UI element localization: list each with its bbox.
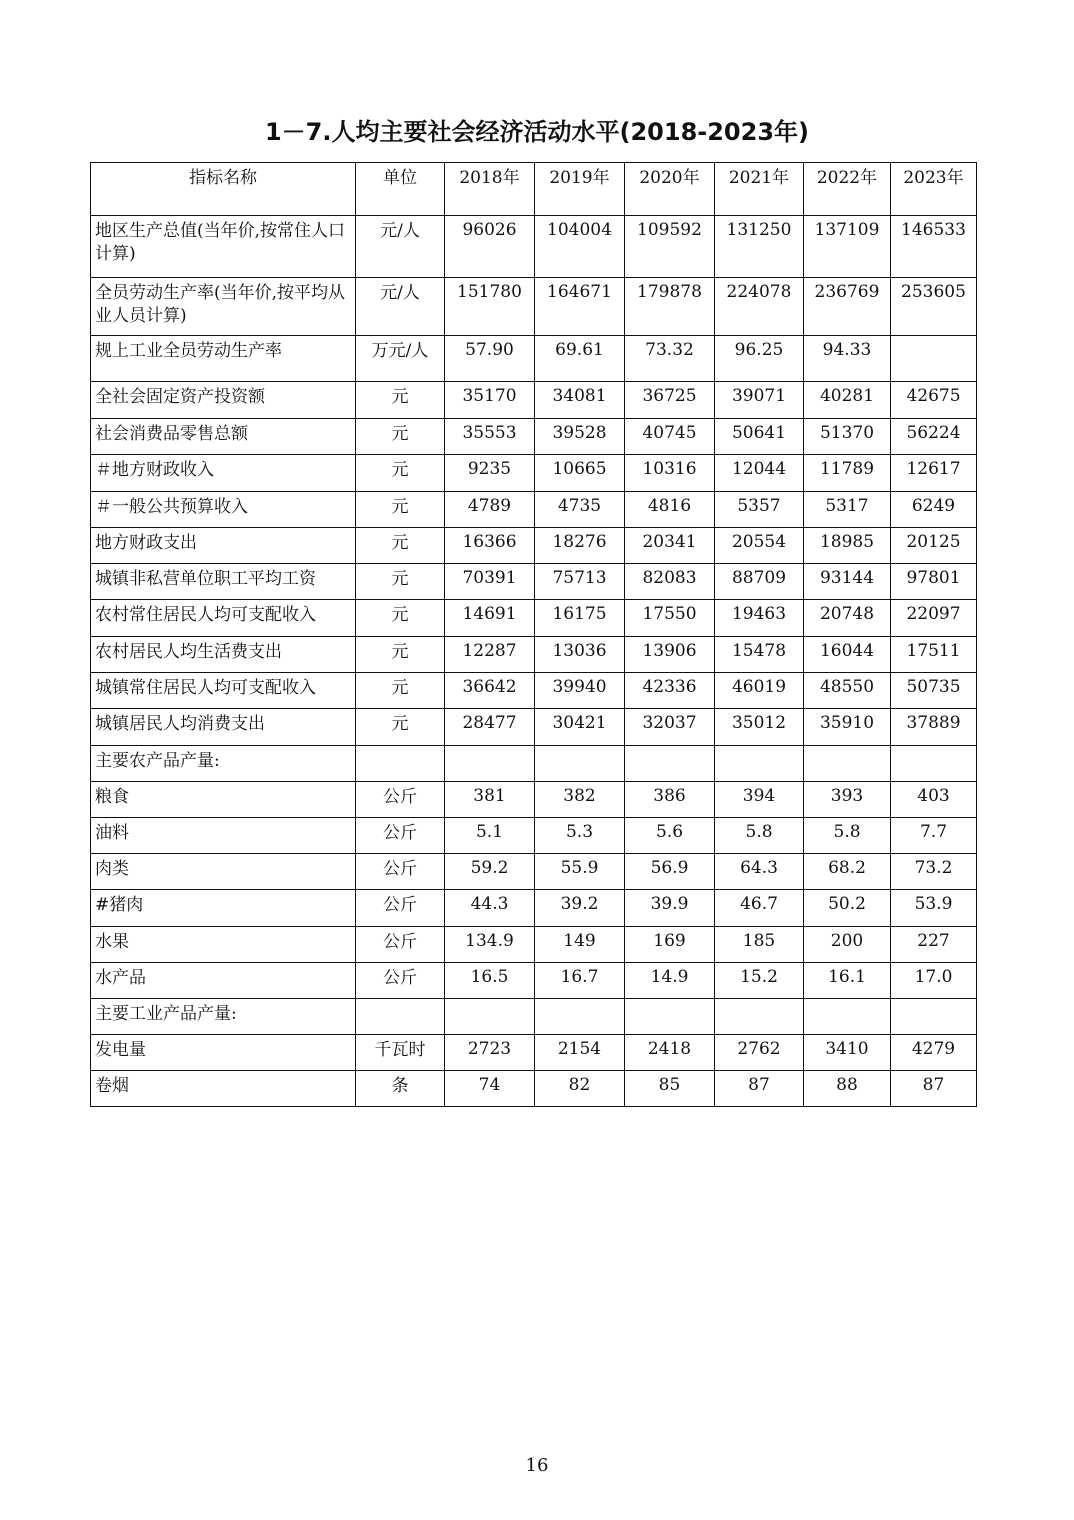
indicator-unit: 元 bbox=[356, 382, 445, 419]
indicator-name: 卷烟 bbox=[91, 1071, 356, 1107]
value-cell: 10316 bbox=[625, 455, 715, 492]
header-year-2020: 2020年 bbox=[625, 163, 715, 216]
value-cell: 5.8 bbox=[804, 818, 891, 854]
value-cell: 48550 bbox=[804, 673, 891, 709]
value-cell: 55.9 bbox=[535, 854, 625, 890]
table-row bbox=[91, 854, 977, 890]
table-row bbox=[91, 673, 977, 709]
indicator-name: 城镇常住居民人均可支配收入 bbox=[91, 673, 356, 709]
indicator-unit: 元 bbox=[356, 492, 445, 528]
value-cell: 5.3 bbox=[535, 818, 625, 854]
table-row bbox=[91, 216, 977, 278]
value-cell: 13036 bbox=[535, 637, 625, 673]
indicator-unit bbox=[356, 999, 445, 1035]
value-cell: 18985 bbox=[804, 528, 891, 564]
header-indicator-name: 指标名称 bbox=[91, 163, 356, 216]
value-cell: 39.2 bbox=[535, 890, 625, 927]
table-row bbox=[91, 1071, 977, 1107]
value-cell: 64.3 bbox=[715, 854, 804, 890]
indicator-name: 城镇居民人均消费支出 bbox=[91, 709, 356, 746]
value-cell: 14691 bbox=[445, 600, 535, 637]
value-cell: 381 bbox=[445, 782, 535, 818]
indicator-name: ＃一般公共预算收入 bbox=[91, 492, 356, 528]
value-cell: 146533 bbox=[891, 216, 977, 278]
value-cell: 73.2 bbox=[891, 854, 977, 890]
value-cell: 70391 bbox=[445, 564, 535, 600]
indicator-name: 地区生产总值(当年价,按常住人口计算) bbox=[91, 216, 356, 278]
indicator-name: 城镇非私营单位职工平均工资 bbox=[91, 564, 356, 600]
value-cell: 97801 bbox=[891, 564, 977, 600]
table-row bbox=[91, 600, 977, 637]
value-cell: 16366 bbox=[445, 528, 535, 564]
table-row bbox=[91, 528, 977, 564]
value-cell: 35553 bbox=[445, 419, 535, 455]
indicator-name: 全员劳动生产率(当年价,按平均从业人员计算) bbox=[91, 278, 356, 336]
table-row bbox=[91, 455, 977, 492]
value-cell: 20554 bbox=[715, 528, 804, 564]
value-cell: 46019 bbox=[715, 673, 804, 709]
value-cell: 137109 bbox=[804, 216, 891, 278]
value-cell: 12287 bbox=[445, 637, 535, 673]
table-row bbox=[91, 927, 977, 963]
value-cell: 68.2 bbox=[804, 854, 891, 890]
table-row bbox=[91, 818, 977, 854]
value-cell: 5317 bbox=[804, 492, 891, 528]
value-cell: 93144 bbox=[804, 564, 891, 600]
value-cell: 50735 bbox=[891, 673, 977, 709]
value-cell: 50641 bbox=[715, 419, 804, 455]
value-cell: 39940 bbox=[535, 673, 625, 709]
indicator-unit: 公斤 bbox=[356, 854, 445, 890]
table-row bbox=[91, 890, 977, 927]
value-cell: 169 bbox=[625, 927, 715, 963]
value-cell: 5.1 bbox=[445, 818, 535, 854]
value-cell: 18276 bbox=[535, 528, 625, 564]
value-cell: 87 bbox=[891, 1071, 977, 1107]
indicator-name: 粮食 bbox=[91, 782, 356, 818]
value-cell: 40281 bbox=[804, 382, 891, 419]
value-cell: 96026 bbox=[445, 216, 535, 278]
indicator-unit: 公斤 bbox=[356, 927, 445, 963]
value-cell: 96.25 bbox=[715, 336, 804, 382]
value-cell: 10665 bbox=[535, 455, 625, 492]
indicator-name: 水果 bbox=[91, 927, 356, 963]
indicator-unit: 千瓦时 bbox=[356, 1035, 445, 1071]
value-cell bbox=[891, 999, 977, 1035]
header-unit: 单位 bbox=[356, 163, 445, 216]
value-cell: 151780 bbox=[445, 278, 535, 336]
value-cell: 20748 bbox=[804, 600, 891, 637]
value-cell: 40745 bbox=[625, 419, 715, 455]
value-cell: 5.6 bbox=[625, 818, 715, 854]
indicator-unit: 万元/人 bbox=[356, 336, 445, 382]
table-row bbox=[91, 709, 977, 746]
value-cell: 164671 bbox=[535, 278, 625, 336]
value-cell: 44.3 bbox=[445, 890, 535, 927]
value-cell: 75713 bbox=[535, 564, 625, 600]
indicator-name: 主要工业产品产量: bbox=[91, 999, 356, 1035]
table-row bbox=[91, 746, 977, 782]
value-cell: 20341 bbox=[625, 528, 715, 564]
table-row bbox=[91, 419, 977, 455]
value-cell: 85 bbox=[625, 1071, 715, 1107]
page-title: 1－7.人均主要社会经济活动水平(2018-2023年) bbox=[264, 118, 809, 146]
value-cell: 6249 bbox=[891, 492, 977, 528]
value-cell: 36642 bbox=[445, 673, 535, 709]
value-cell: 17550 bbox=[625, 600, 715, 637]
indicator-unit: 元 bbox=[356, 455, 445, 492]
value-cell: 17.0 bbox=[891, 963, 977, 999]
value-cell: 94.33 bbox=[804, 336, 891, 382]
header-year-2023: 2023年 bbox=[891, 163, 977, 216]
value-cell: 149 bbox=[535, 927, 625, 963]
value-cell: 88 bbox=[804, 1071, 891, 1107]
value-cell bbox=[445, 999, 535, 1035]
value-cell: 3410 bbox=[804, 1035, 891, 1071]
header-year-2021: 2021年 bbox=[715, 163, 804, 216]
value-cell: 393 bbox=[804, 782, 891, 818]
value-cell: 17511 bbox=[891, 637, 977, 673]
indicator-unit: 元/人 bbox=[356, 278, 445, 336]
value-cell: 2762 bbox=[715, 1035, 804, 1071]
indicator-name: 发电量 bbox=[91, 1035, 356, 1071]
value-cell bbox=[891, 746, 977, 782]
value-cell: 87 bbox=[715, 1071, 804, 1107]
value-cell: 35012 bbox=[715, 709, 804, 746]
value-cell: 134.9 bbox=[445, 927, 535, 963]
indicator-unit: 元 bbox=[356, 528, 445, 564]
indicator-name: 主要农产品产量: bbox=[91, 746, 356, 782]
value-cell: 394 bbox=[715, 782, 804, 818]
indicator-unit: 元 bbox=[356, 709, 445, 746]
value-cell: 39.9 bbox=[625, 890, 715, 927]
indicator-unit: 元 bbox=[356, 564, 445, 600]
indicator-name: 农村常住居民人均可支配收入 bbox=[91, 600, 356, 637]
value-cell bbox=[715, 746, 804, 782]
value-cell: 51370 bbox=[804, 419, 891, 455]
table-row bbox=[91, 492, 977, 528]
value-cell: 2723 bbox=[445, 1035, 535, 1071]
value-cell: 227 bbox=[891, 927, 977, 963]
value-cell: 73.32 bbox=[625, 336, 715, 382]
header-year-2018: 2018年 bbox=[445, 163, 535, 216]
value-cell: 200 bbox=[804, 927, 891, 963]
value-cell: 4789 bbox=[445, 492, 535, 528]
table-row bbox=[91, 336, 977, 382]
value-cell: 16044 bbox=[804, 637, 891, 673]
indicator-unit: 公斤 bbox=[356, 782, 445, 818]
value-cell: 82083 bbox=[625, 564, 715, 600]
value-cell: 28477 bbox=[445, 709, 535, 746]
value-cell: 236769 bbox=[804, 278, 891, 336]
value-cell bbox=[891, 336, 977, 382]
value-cell: 7.7 bbox=[891, 818, 977, 854]
value-cell: 34081 bbox=[535, 382, 625, 419]
value-cell: 11789 bbox=[804, 455, 891, 492]
value-cell: 12044 bbox=[715, 455, 804, 492]
value-cell: 37889 bbox=[891, 709, 977, 746]
indicator-unit: 元 bbox=[356, 637, 445, 673]
indicator-table bbox=[90, 162, 977, 1107]
value-cell: 403 bbox=[891, 782, 977, 818]
value-cell: 2154 bbox=[535, 1035, 625, 1071]
value-cell bbox=[445, 746, 535, 782]
value-cell: 42675 bbox=[891, 382, 977, 419]
indicator-unit: 公斤 bbox=[356, 890, 445, 927]
value-cell bbox=[804, 746, 891, 782]
value-cell: 15.2 bbox=[715, 963, 804, 999]
value-cell: 16.5 bbox=[445, 963, 535, 999]
value-cell: 109592 bbox=[625, 216, 715, 278]
value-cell bbox=[715, 999, 804, 1035]
table-row bbox=[91, 963, 977, 999]
value-cell: 30421 bbox=[535, 709, 625, 746]
value-cell: 224078 bbox=[715, 278, 804, 336]
header-year-2019: 2019年 bbox=[535, 163, 625, 216]
indicator-unit: 元 bbox=[356, 600, 445, 637]
value-cell: 179878 bbox=[625, 278, 715, 336]
value-cell: 39528 bbox=[535, 419, 625, 455]
table-row bbox=[91, 782, 977, 818]
value-cell: 59.2 bbox=[445, 854, 535, 890]
header-row bbox=[91, 163, 977, 216]
value-cell: 82 bbox=[535, 1071, 625, 1107]
value-cell bbox=[535, 746, 625, 782]
indicator-name: 规上工业全员劳动生产率 bbox=[91, 336, 356, 382]
value-cell: 9235 bbox=[445, 455, 535, 492]
value-cell: 16.7 bbox=[535, 963, 625, 999]
table-row bbox=[91, 382, 977, 419]
value-cell: 36725 bbox=[625, 382, 715, 419]
value-cell bbox=[804, 999, 891, 1035]
indicator-name: 油料 bbox=[91, 818, 356, 854]
page-number: 16 bbox=[525, 1455, 549, 1476]
table-row bbox=[91, 564, 977, 600]
indicator-unit bbox=[356, 746, 445, 782]
indicator-name: ＃地方财政收入 bbox=[91, 455, 356, 492]
value-cell: 57.90 bbox=[445, 336, 535, 382]
value-cell: 4735 bbox=[535, 492, 625, 528]
value-cell bbox=[625, 746, 715, 782]
indicator-unit: 条 bbox=[356, 1071, 445, 1107]
table-row bbox=[91, 637, 977, 673]
value-cell: 35170 bbox=[445, 382, 535, 419]
value-cell: 386 bbox=[625, 782, 715, 818]
value-cell: 13906 bbox=[625, 637, 715, 673]
header-year-2022: 2022年 bbox=[804, 163, 891, 216]
value-cell bbox=[625, 999, 715, 1035]
indicator-unit: 元/人 bbox=[356, 216, 445, 278]
indicator-name: #猪肉 bbox=[91, 890, 356, 927]
indicator-name: 地方财政支出 bbox=[91, 528, 356, 564]
value-cell: 74 bbox=[445, 1071, 535, 1107]
value-cell: 53.9 bbox=[891, 890, 977, 927]
table-row bbox=[91, 278, 977, 336]
value-cell: 42336 bbox=[625, 673, 715, 709]
value-cell: 4279 bbox=[891, 1035, 977, 1071]
indicator-unit: 公斤 bbox=[356, 963, 445, 999]
value-cell: 15478 bbox=[715, 637, 804, 673]
value-cell: 12617 bbox=[891, 455, 977, 492]
value-cell: 32037 bbox=[625, 709, 715, 746]
value-cell: 56.9 bbox=[625, 854, 715, 890]
value-cell: 69.61 bbox=[535, 336, 625, 382]
value-cell: 16175 bbox=[535, 600, 625, 637]
indicator-unit: 公斤 bbox=[356, 818, 445, 854]
indicator-name: 全社会固定资产投资额 bbox=[91, 382, 356, 419]
value-cell: 14.9 bbox=[625, 963, 715, 999]
value-cell: 382 bbox=[535, 782, 625, 818]
indicator-name: 农村居民人均生活费支出 bbox=[91, 637, 356, 673]
value-cell: 5.8 bbox=[715, 818, 804, 854]
value-cell: 20125 bbox=[891, 528, 977, 564]
value-cell: 4816 bbox=[625, 492, 715, 528]
value-cell bbox=[535, 999, 625, 1035]
value-cell: 253605 bbox=[891, 278, 977, 336]
indicator-name: 社会消费品零售总额 bbox=[91, 419, 356, 455]
value-cell: 39071 bbox=[715, 382, 804, 419]
value-cell: 185 bbox=[715, 927, 804, 963]
value-cell: 19463 bbox=[715, 600, 804, 637]
table-row bbox=[91, 999, 977, 1035]
indicator-name: 水产品 bbox=[91, 963, 356, 999]
value-cell: 46.7 bbox=[715, 890, 804, 927]
value-cell: 56224 bbox=[891, 419, 977, 455]
indicator-unit: 元 bbox=[356, 419, 445, 455]
indicator-name: 肉类 bbox=[91, 854, 356, 890]
value-cell: 35910 bbox=[804, 709, 891, 746]
value-cell: 50.2 bbox=[804, 890, 891, 927]
table-row bbox=[91, 1035, 977, 1071]
value-cell: 131250 bbox=[715, 216, 804, 278]
value-cell: 104004 bbox=[535, 216, 625, 278]
value-cell: 88709 bbox=[715, 564, 804, 600]
value-cell: 5357 bbox=[715, 492, 804, 528]
value-cell: 2418 bbox=[625, 1035, 715, 1071]
value-cell: 22097 bbox=[891, 600, 977, 637]
indicator-unit: 元 bbox=[356, 673, 445, 709]
value-cell: 16.1 bbox=[804, 963, 891, 999]
